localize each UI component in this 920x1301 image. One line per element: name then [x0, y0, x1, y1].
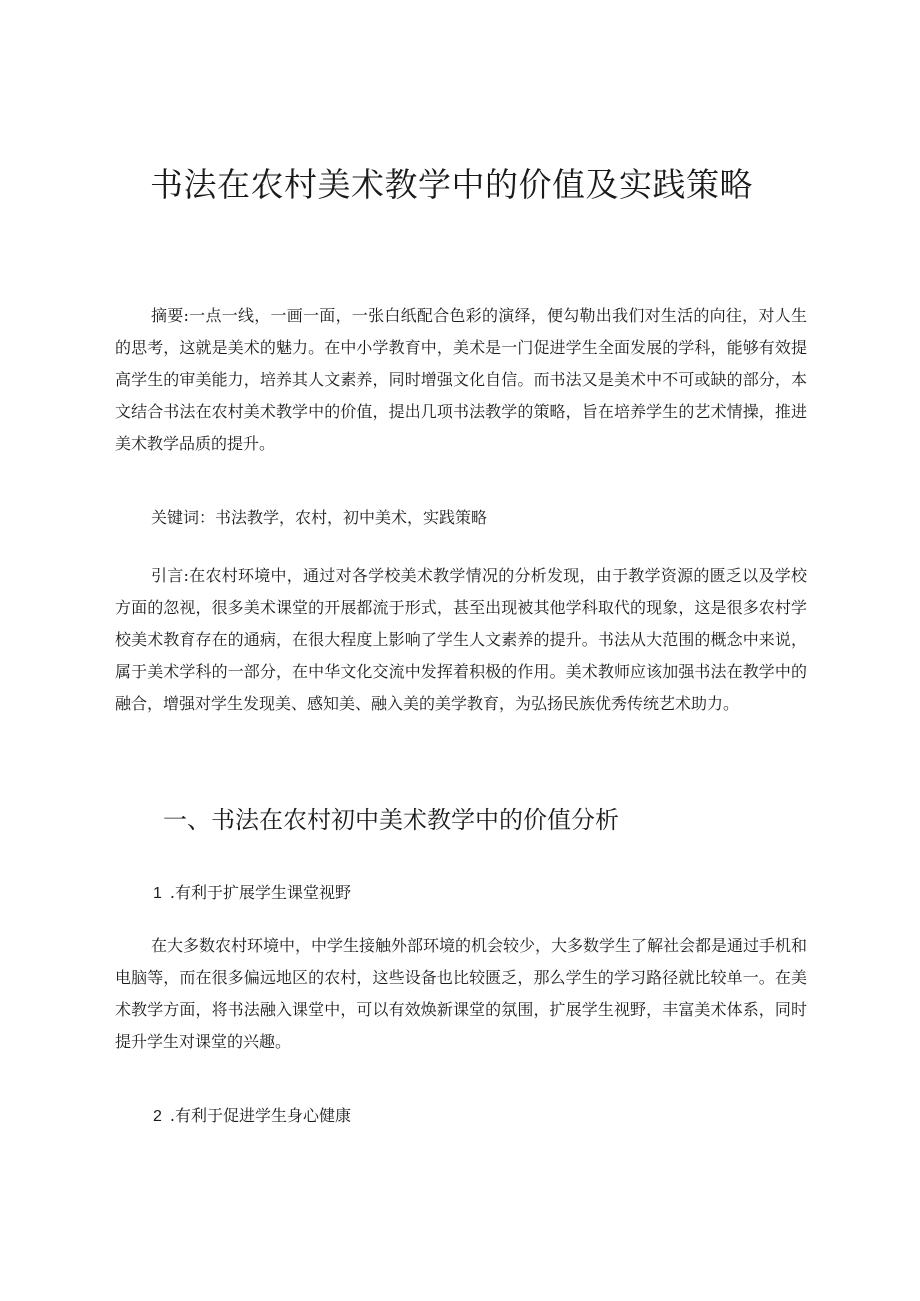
subsection-1-heading [153, 879, 753, 908]
keywords-text: 书法教学，农村，初中美术，实践策略 [215, 508, 488, 527]
subsection-2-heading [153, 1102, 753, 1131]
intro-paragraph [115, 560, 807, 720]
subsection-1-number: 1 [153, 885, 162, 902]
subsection-1-paragraph: 在大多数农村环境中，中学生接触外部环境的机会较少，大多数学生了解社会都是通过手机和电脑等，而在很多偏远地区的农村，这些设备也比较匮乏，那么学生的学习路径就比较单一。在美术教学方面，将书法融入课堂中，可以有效焕新课堂的氛围，扩展学生视野，丰富美术体系，同时提升学生对课堂的兴趣。 [115, 936, 808, 1051]
abstract-label: 摘要: [151, 306, 189, 325]
keywords-paragraph [115, 502, 807, 534]
keywords-label: 关键词： [151, 508, 216, 527]
subsection-2-title: .有利于促进学生身心健康 [169, 1106, 351, 1125]
subsection-1-title: .有利于扩展学生课堂视野 [169, 883, 351, 902]
document-title: 书法在农村美术教学中的价值及实践策略 [150, 165, 753, 204]
intro-label: 引言: [151, 566, 189, 585]
abstract-paragraph [115, 300, 807, 460]
section-1-heading: 一、书法在农村初中美术教学中的价值分析 [163, 806, 619, 834]
intro-text: 在农村环境中，通过对各学校美术教学情况的分析发现，由于教学资源的匮乏以及学校方面的忽视，很多美术课堂的开展都流于形式，甚至出现被其他学科取代的现象，这是很多农村学校美术教育存在的通病，在很大程度上影响了学生人文素养的提升。书法从大范围的概念中来说，属于美术学科的一部分，在中华文化交流中发挥着积极的作用。美术教师应该加强书法在教学中的融合，增强对学生发现美、感知美、融入美的美学教育，为弘扬民族优秀传统艺术助力。 [115, 566, 807, 713]
abstract-text: 一点一线，一画一面，一张白纸配合色彩的演绎，便勾勒出我们对生活的向往，对人生的思考，这就是美术的魅力。在中小学教育中，美术是一门促进学生全面发展的学科，能够有效提高学生的审美能力，培养其人文素养，同时增强文化自信。而书法又是美术中不可或缺的部分，本文结合书法在农村美术教学中的价值，提出几项书法教学的策略，旨在培养学生的艺术情操，推进美术教学品质的提升。 [115, 306, 807, 453]
subsection-2-number: 2 [153, 1108, 162, 1125]
